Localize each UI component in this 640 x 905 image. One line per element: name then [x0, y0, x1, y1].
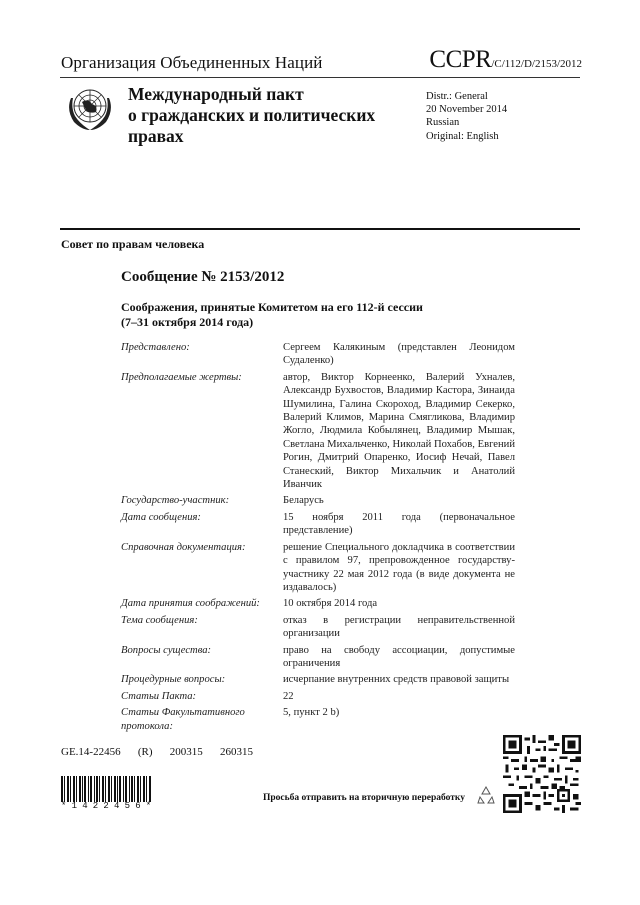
- field-value: исчерпание внутренних средств правовой защиты: [283, 674, 510, 686]
- un-emblem-icon: [62, 80, 118, 136]
- title-line: правах: [128, 126, 184, 146]
- field-row: [121, 690, 521, 703]
- field-value: 15 ноября 2011 года (первоначальное представление): [283, 511, 515, 537]
- distr-line: Distr.: General: [426, 91, 488, 102]
- field-label: Статьи Пакта:: [121, 690, 197, 702]
- field-value: 5, пункт 2 b): [283, 707, 340, 719]
- communication-details: [121, 341, 521, 736]
- field-label: Представлено:: [121, 342, 190, 353]
- field-row: [121, 541, 521, 595]
- field-label: Дата принятия соображений:: [121, 598, 260, 610]
- symbol-suffix: /C/112/D/2153/2012: [491, 58, 582, 70]
- field-label: Государство-участник:: [121, 495, 230, 507]
- field-label: Справочная документация:: [121, 541, 246, 553]
- treaty-title: [128, 84, 375, 147]
- field-label: Тема сообщения:: [121, 614, 198, 626]
- distr-language: Russian: [426, 117, 460, 129]
- field-row: [121, 371, 521, 492]
- header-rule: [60, 77, 580, 78]
- document-symbol: [429, 46, 582, 74]
- barcode-icon: [61, 776, 151, 802]
- field-row: [121, 341, 521, 368]
- barcode-number: *1422456*: [61, 801, 157, 811]
- council-name: Совет по правам человека: [61, 237, 205, 251]
- job-number: GE.14-22456 (R) 200315 260315: [61, 746, 253, 758]
- recycle-icon: [476, 785, 496, 805]
- field-row: [121, 597, 521, 610]
- qr-code-icon: [503, 735, 581, 813]
- field-value: право на свободу ассоциации, допустимые ограничения: [283, 644, 515, 669]
- title-line: Международный пакт: [128, 84, 304, 104]
- field-label: Дата сообщения:: [121, 511, 201, 523]
- field-value: Сергеем Калякиным (представлен Леонидом Судаленко): [283, 342, 515, 367]
- title-line: о гражданских и политических: [128, 105, 376, 125]
- field-label: Процедурные вопросы:: [121, 674, 226, 686]
- views-heading: [121, 300, 423, 329]
- field-value: 10 октября 2014 года: [283, 598, 378, 610]
- views-line: Соображения, принятые Комитетом на его 112-й сессии: [121, 300, 423, 314]
- field-row: [121, 706, 521, 733]
- field-value: 22: [283, 690, 294, 702]
- field-label: Предполагаемые жертвы:: [121, 371, 242, 383]
- symbol-main: CCPR: [429, 46, 492, 73]
- field-label: Статьи Факультативного протокола:: [121, 707, 245, 732]
- distr-original: Original: English: [426, 130, 499, 142]
- field-row: [121, 644, 521, 671]
- field-row: [121, 614, 521, 641]
- distribution-info: [426, 90, 507, 143]
- views-line: (7–31 октября 2014 года): [121, 314, 254, 329]
- field-value: отказ в регистрации неправительственной организации: [283, 614, 515, 640]
- field-value: автор, Виктор Корнеенко, Валерий Ухналев, Александр Бухвостов, Владимир Кастора, Зинаида Шумилина, Галина Скороход, Владимир Секерко, Валерий Климов, Марина Смягликова, Владимир Жогло, Людмила Кобылянец, Владимир Мышак, Светлана Михальченко, Николай Похабов, Евгений Рогин, Дмитрий Опаренко, Иосиф Нечай, Павел Станеский, Виктор Михальчик и Анатолий Иванчик: [283, 371, 515, 491]
- distr-date: 20 November 2014: [426, 104, 508, 116]
- field-label: Вопросы существа:: [121, 644, 212, 656]
- field-row: [121, 673, 521, 686]
- field-row: [121, 511, 521, 538]
- field-value: Беларусь: [283, 495, 324, 507]
- organization-name: Организация Объединенных Наций: [61, 53, 323, 72]
- section-rule: [60, 228, 580, 230]
- field-row: [121, 494, 521, 507]
- recycle-notice: Просьба отправить на вторичную переработку: [263, 793, 465, 803]
- communication-title: Сообщение № 2153/2012: [121, 269, 285, 285]
- field-value: решение Специального докладчика в соответствии с правилом 97, препровожденное государству-участнику 22 мая 2012 года (в виде документа не издавалось): [283, 541, 515, 593]
